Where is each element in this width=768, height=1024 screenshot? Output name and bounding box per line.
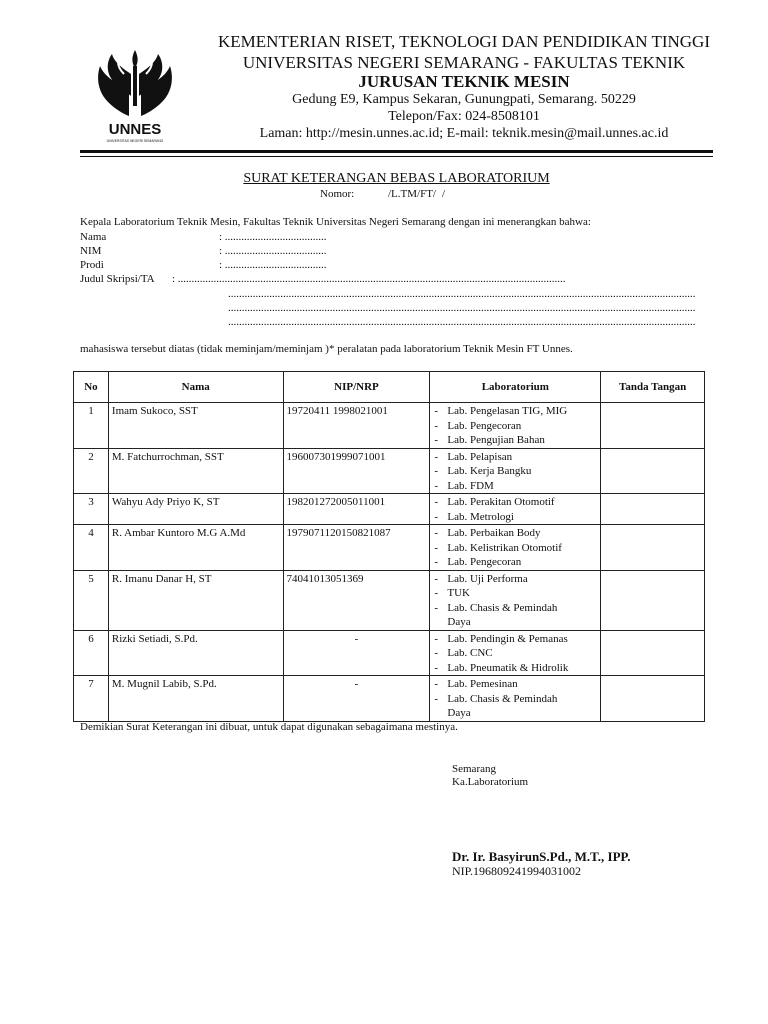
row-nip: 196007301999071001 bbox=[283, 448, 430, 494]
table-row bbox=[74, 403, 705, 449]
lab-item: - Lab. Pelapisan bbox=[434, 450, 600, 465]
lab-item: - Lab. Pengecoran bbox=[434, 555, 600, 570]
letterhead-rule-thick bbox=[80, 150, 713, 153]
phone: Telepon/Fax: 024-8508101 bbox=[388, 109, 540, 124]
row-labs bbox=[430, 570, 601, 630]
logo-wordmark: UNNES bbox=[108, 121, 162, 138]
table-row bbox=[74, 676, 705, 722]
lab-item: - Lab. FDM bbox=[434, 479, 600, 494]
lab-item: - Lab. Pengujian Bahan bbox=[434, 433, 600, 448]
lab-item: - Lab. Perakitan Otomotif bbox=[434, 495, 600, 510]
row-nip: - bbox=[283, 676, 430, 722]
signature-cell[interactable] bbox=[601, 676, 705, 722]
row-name: Imam Sukoco, SST bbox=[108, 403, 283, 449]
row-nip: - bbox=[283, 630, 430, 676]
row-no: 1 bbox=[74, 403, 109, 449]
number-value: /L.TM/FT/ bbox=[388, 188, 436, 200]
row-no: 2 bbox=[74, 448, 109, 494]
lab-staff-table bbox=[73, 371, 705, 722]
signatory-name: Dr. Ir. BasyirunS.Pd., M.T., IPP. bbox=[452, 849, 631, 864]
logo-subtext: UNIVERSITAS NEGERI SEMARANG bbox=[106, 139, 164, 143]
row-name: M. Fatchurrochman, SST bbox=[108, 448, 283, 494]
row-name: Rizki Setiadi, S.Pd. bbox=[108, 630, 283, 676]
signature-cell[interactable] bbox=[601, 403, 705, 449]
number-slash: / bbox=[442, 188, 446, 200]
lab-item: - Lab. Chasis & Pemindah Daya bbox=[434, 601, 565, 630]
letter-title: SURAT KETERANGAN BEBAS LABORATORIUM bbox=[243, 171, 550, 186]
header-nama: Nama bbox=[108, 372, 283, 403]
lab-item: - Lab. Kerja Bangku bbox=[434, 464, 600, 479]
unnes-logo bbox=[94, 44, 176, 148]
header-laboratorium: Laboratorium bbox=[430, 372, 601, 403]
lab-item: - Lab. Chasis & Pemindah Daya bbox=[434, 692, 565, 721]
row-nip: 198201272005011001 bbox=[283, 494, 430, 525]
row-name: R. Ambar Kuntoro M.G A.Md bbox=[108, 525, 283, 571]
row-labs bbox=[430, 448, 601, 494]
row-nip: 1979071120150821087 bbox=[283, 525, 430, 571]
signatory-nip: NIP.196809241994031002 bbox=[452, 864, 582, 878]
signature-position: Ka.Laboratorium bbox=[452, 776, 529, 788]
row-no: 3 bbox=[74, 494, 109, 525]
row-nip: 74041013051369 bbox=[283, 570, 430, 630]
header-no: No bbox=[74, 372, 109, 403]
field-label-nama: Nama bbox=[80, 231, 107, 243]
field-value-nama: : ..................................... bbox=[219, 231, 327, 243]
intro-text: Kepala Laboratorium Teknik Mesin, Fakultas Teknik Universitas Negeri Semarang dengan ini menerangkan bahwa: bbox=[80, 216, 591, 228]
web-email: Laman: http://mesin.unnes.ac.id; E-mail: teknik.mesin@mail.unnes.ac.id bbox=[259, 126, 669, 141]
row-no: 6 bbox=[74, 630, 109, 676]
table-row bbox=[74, 525, 705, 571]
thesis-label: Judul Skripsi/TA bbox=[80, 273, 155, 285]
lab-item: - Lab. Pneumatik & Hidrolik bbox=[434, 661, 600, 676]
thesis-line-2: .......................................................................................................................................................................... bbox=[228, 288, 696, 300]
number-label: Nomor: bbox=[320, 188, 355, 200]
signature-cell[interactable] bbox=[601, 525, 705, 571]
closing-text: Demikian Surat Keterangan ini dibuat, untuk dapat digunakan sebagaimana mestinya. bbox=[80, 721, 458, 733]
table-row bbox=[74, 630, 705, 676]
lab-item: - Lab. Perbaikan Body bbox=[434, 526, 600, 541]
thesis-line-3: .......................................................................................................................................................................... bbox=[228, 302, 696, 314]
signature-place: Semarang bbox=[452, 763, 496, 775]
row-labs bbox=[430, 676, 601, 722]
row-name: Wahyu Ady Priyo K, ST bbox=[108, 494, 283, 525]
table-row bbox=[74, 570, 705, 630]
signature-cell[interactable] bbox=[601, 494, 705, 525]
row-no: 4 bbox=[74, 525, 109, 571]
row-nip: 19720411 1998021001 bbox=[283, 403, 430, 449]
lab-item: - Lab. Metrologi bbox=[434, 510, 600, 525]
lab-item: - Lab. Pemesinan bbox=[434, 677, 600, 692]
row-labs bbox=[430, 630, 601, 676]
row-labs bbox=[430, 403, 601, 449]
university-name: UNIVERSITAS NEGERI SEMARANG - FAKULTAS TEKNIK bbox=[242, 53, 686, 72]
ministry-name: KEMENTERIAN RISET, TEKNOLOGI DAN PENDIDIKAN TINGGI bbox=[218, 32, 710, 51]
letter-number bbox=[320, 189, 445, 200]
table-row bbox=[74, 494, 705, 525]
field-value-prodi: : ..................................... bbox=[219, 259, 327, 271]
field-label-prodi: Prodi bbox=[80, 259, 104, 271]
field-label-nim: NIM bbox=[80, 245, 102, 257]
table-row bbox=[74, 448, 705, 494]
row-no: 5 bbox=[74, 570, 109, 630]
row-no: 7 bbox=[74, 676, 109, 722]
letterhead-rule-thin bbox=[80, 156, 713, 157]
header-nip: NIP/NRP bbox=[283, 372, 430, 403]
signature-cell[interactable] bbox=[601, 448, 705, 494]
signature-cell[interactable] bbox=[601, 630, 705, 676]
address: Gedung E9, Kampus Sekaran, Gunungpati, Semarang. 50229 bbox=[292, 92, 636, 107]
lab-item: - Lab. Pengelasan TIG, MIG bbox=[434, 404, 600, 419]
department-name: JURUSAN TEKNIK MESIN bbox=[358, 72, 570, 91]
row-labs bbox=[430, 494, 601, 525]
lab-item: - Lab. CNC bbox=[434, 646, 600, 661]
statement-text: mahasiswa tersebut diatas (tidak meminjam/meminjam )* peralatan pada laboratorium Teknik Mesin FT Unnes. bbox=[80, 343, 573, 355]
thesis-line-4: .......................................................................................................................................................................... bbox=[228, 316, 696, 328]
header-tanda-tangan: Tanda Tangan bbox=[601, 372, 705, 403]
lab-item: - Lab. Pengecoran bbox=[434, 419, 600, 434]
lab-item: - TUK bbox=[434, 586, 600, 601]
lab-item: - Lab. Uji Performa bbox=[434, 572, 600, 587]
row-name: R. Imanu Danar H, ST bbox=[108, 570, 283, 630]
row-name: M. Mugnil Labib, S.Pd. bbox=[108, 676, 283, 722]
signature-cell[interactable] bbox=[601, 570, 705, 630]
table-header-row bbox=[74, 372, 705, 403]
thesis-line-1: : ............................................................................................................................................. bbox=[172, 273, 566, 285]
lab-item: - Lab. Pendingin & Pemanas bbox=[434, 632, 600, 647]
field-value-nim: : ..................................... bbox=[219, 245, 327, 257]
lab-item: - Lab. Kelistrikan Otomotif bbox=[434, 541, 600, 556]
row-labs bbox=[430, 525, 601, 571]
